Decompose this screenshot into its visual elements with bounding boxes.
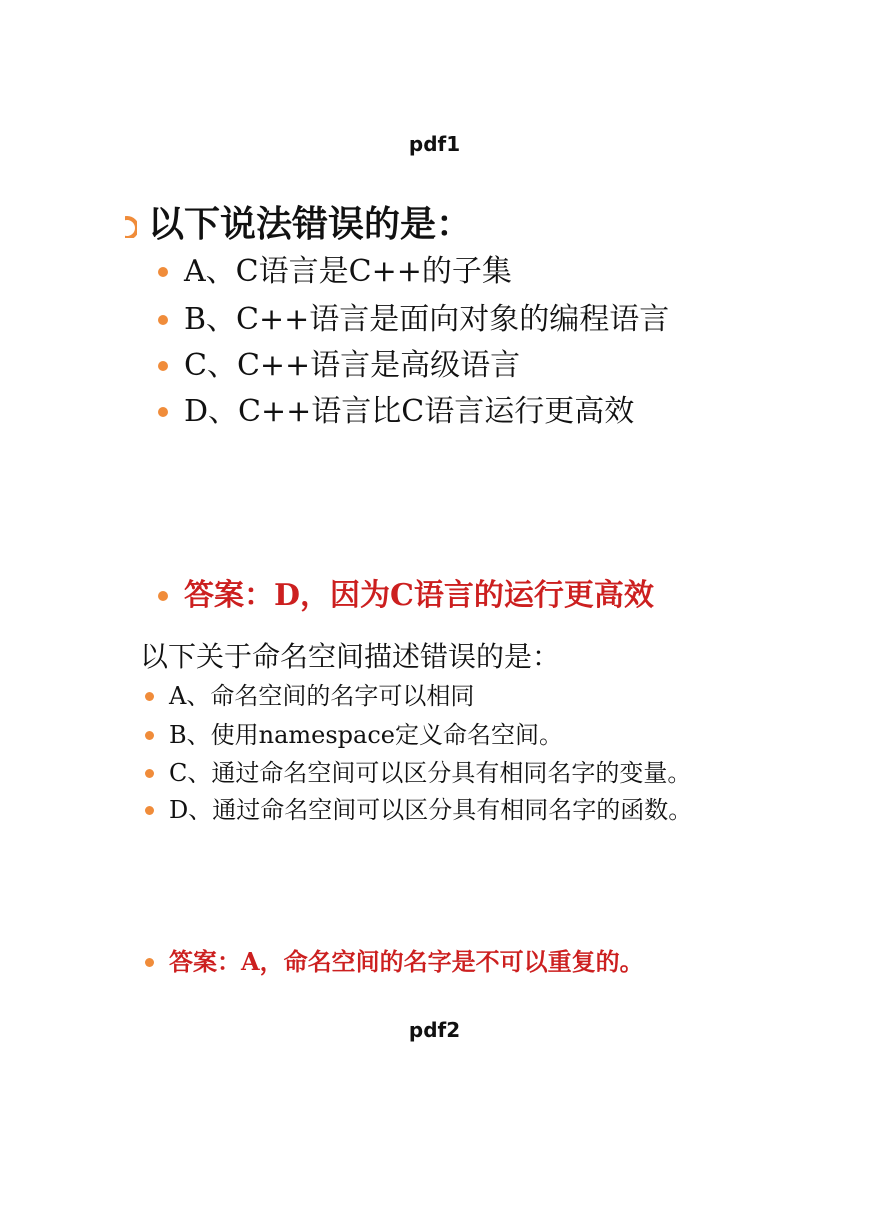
bullet-icon <box>145 958 154 967</box>
answer-text: 答案：D，因为C语言的运行更高效 <box>184 578 654 613</box>
bullet-icon <box>145 806 154 815</box>
question-1-option-a <box>158 252 512 292</box>
bullet-icon <box>158 315 168 325</box>
question-1-option-c <box>158 346 520 386</box>
bullet-icon <box>158 591 168 601</box>
question-2-option-b <box>145 718 563 752</box>
option-text: C、C++语言是高级语言 <box>184 348 521 383</box>
pdf1-label: pdf1 <box>408 132 461 156</box>
question-2-answer <box>145 945 644 979</box>
question-1-answer <box>158 576 654 616</box>
question-2-title: 以下关于命名空间描述错误的是： <box>140 640 561 673</box>
bullet-icon <box>158 361 168 371</box>
pdf2-label: pdf2 <box>408 1018 461 1042</box>
option-text: A、命名空间的名字可以相同 <box>169 682 475 710</box>
bullet-icon <box>145 692 154 701</box>
arrow-bullet-icon <box>125 214 137 238</box>
bullet-icon <box>158 407 168 417</box>
question-1-title: 以下说法错误的是： <box>148 203 473 245</box>
bullet-icon <box>145 731 154 740</box>
option-text: B、使用namespace定义命名空间。 <box>169 721 563 749</box>
question-2-option-c <box>145 756 691 790</box>
answer-text: 答案：A，命名空间的名字是不可以重复的。 <box>169 947 644 976</box>
question-1-option-d <box>158 392 634 432</box>
question-2-option-a <box>145 679 474 713</box>
option-text: B、C++语言是面向对象的编程语言 <box>184 302 670 337</box>
bullet-icon <box>145 769 154 778</box>
option-text: C、通过命名空间可以区分具有相同名字的变量。 <box>169 759 692 787</box>
question-2-option-d <box>145 793 692 827</box>
question-1-option-b <box>158 300 669 340</box>
option-text: D、C++语言比C语言运行更高效 <box>184 394 635 429</box>
bullet-icon <box>158 267 168 277</box>
option-text: A、C语言是C++的子集 <box>184 254 512 289</box>
option-text: D、通过命名空间可以区分具有相同名字的函数。 <box>169 796 693 824</box>
